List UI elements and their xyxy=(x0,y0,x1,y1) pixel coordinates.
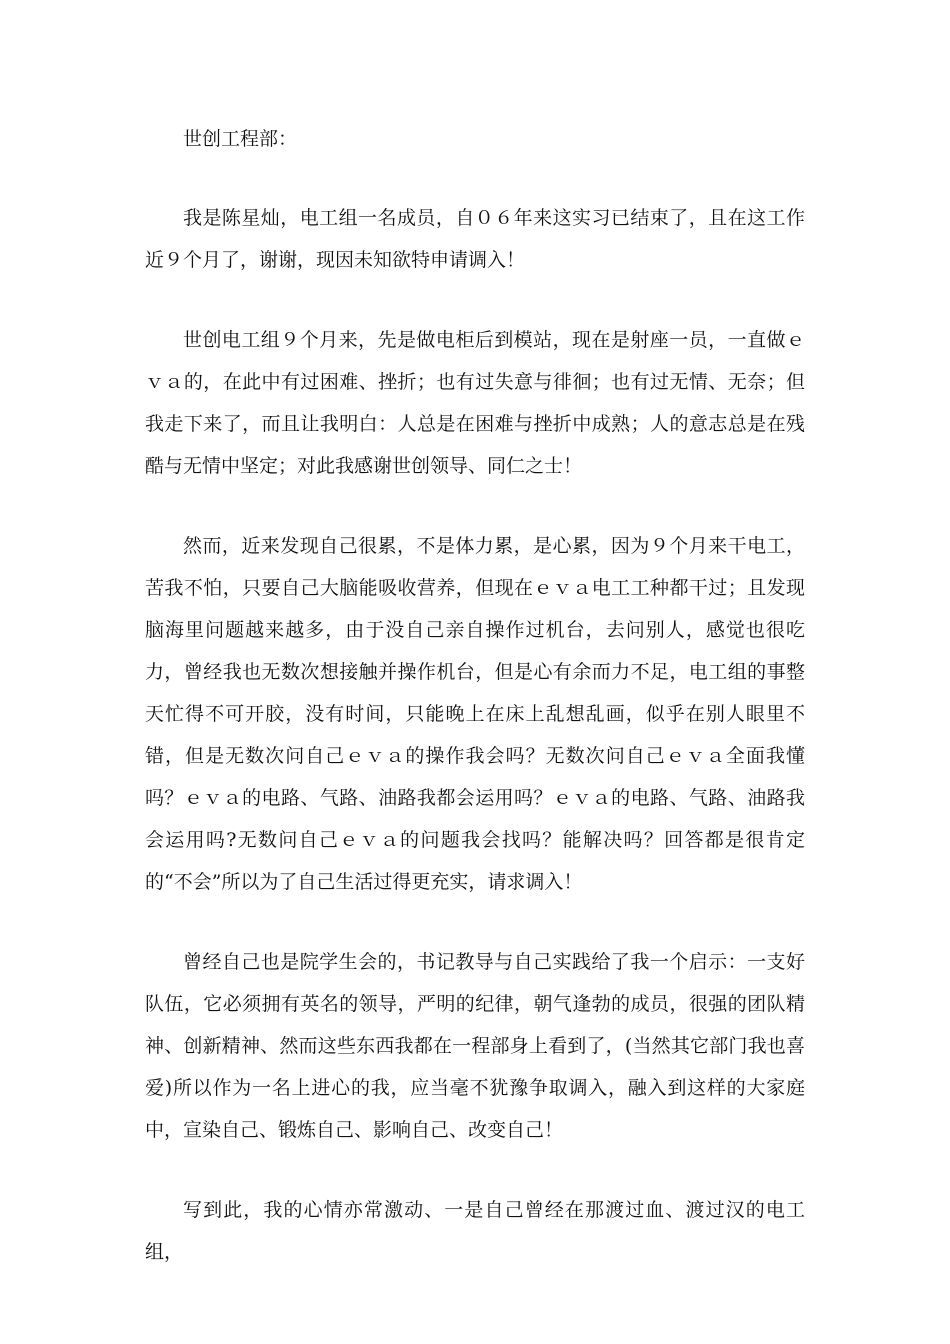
salutation: 世创工程部： xyxy=(183,128,298,150)
paragraph-5: 写到此，我的心情亦常激动、一是自己曾经在那渡过血、渡过汉的电工组， xyxy=(145,1199,805,1263)
letter-body xyxy=(145,118,805,1311)
paragraph-2: 世创电工组９个月来，先是做电柜后到模站，现在是射座一员，一直做ｅｖａ的，在此中有过困难、挫折；也有过失意与徘徊；也有过无情、无奈；但我走下来了，而且让我明白：人总是在困难与挫折中成熟；人的意志总是在残酷与无情中坚定；对此我感谢世创领导、同仁之士！ xyxy=(145,329,805,477)
paragraph-1: 我是陈星灿，电工组一名成员，自０６年来这实习已结束了，且在这工作近９个月了，谢谢，现因未知欲特申请调入！ xyxy=(145,207,805,271)
paragraph-4: 曾经自己也是院学生会的，书记教导与自己实践给了我一个启示：一支好队伍，它必须拥有英名的领导，严明的纪律，朝气逢勃的成员，很强的团队精神、创新精神、然而这些东西我都在一程部身上看到了，(当然其它部门我也喜爱)所以作为一名上进心的我，应当毫不犹豫争取调入，融入到这样的大家庭中，宣染自己、锻炼自己、影响自己、改变自己！ xyxy=(145,951,805,1141)
paragraph-3: 然而，近来发现自己很累，不是体力累，是心累，因为９个月来干电工，苦我不怕，只要自己大脑能吸收营养，但现在ｅｖａ电工工种都干过；且发现脑海里问题越来越多，由于没自己亲自操作过机台，去问别人，感觉也很吃力，曾经我也无数次想接触并操作机台，但是心有余而力不足，电工组的事整天忙得不可开胶，没有时间，只能晚上在床上乱想乱画，似乎在别人眼里不错，但是无数次问自己ｅｖａ的操作我会吗？无数次问自己ｅｖａ全面我懂吗？ｅｖａ的电路、气路、油路我都会运用吗？ｅｖａ的电路、气路、油路我会运用吗?无数问自己ｅｖａ的问题我会找吗？能解决吗？回答都是很肯定的“不会”所以为了自己生活过得更充实，请求调入！ xyxy=(145,535,805,893)
